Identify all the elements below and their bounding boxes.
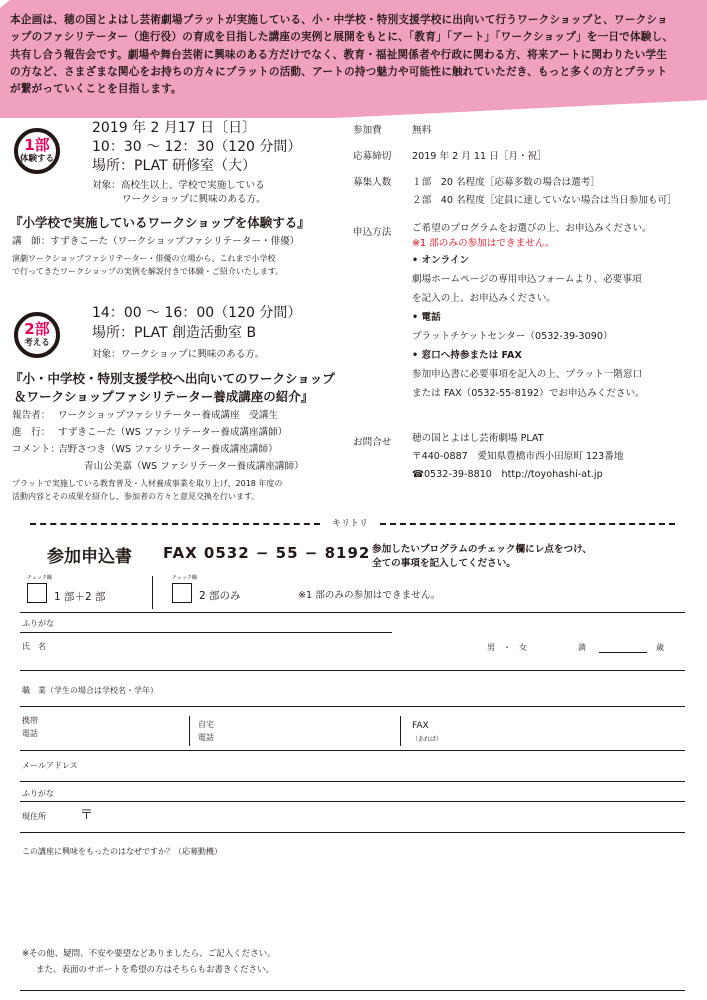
age-prefix: 満 <box>578 643 586 652</box>
apply-label: 申込方法 <box>353 227 392 238</box>
option-note: ※1 部のみの参加はできません。 <box>298 590 441 601</box>
rule-6 <box>20 801 685 802</box>
form-instruction-1: 参加したいプログラムのチェック欄にレ点をつけ、 <box>372 544 592 555</box>
mobile-label-2: 電話 <box>22 729 38 738</box>
part2-role-text-2: すずきこーた（WS ファシリテーター養成講座講師） <box>58 427 288 438</box>
deadline-value: 2019 年 2 月 11 日［月・祝］ <box>412 151 547 162</box>
intro-paragraph: 本企画は、穂の国とよはし芸術劇場プラットが実施している、小・中学校・特別支援学校に出向いて行うワークショップと、ワークショップのファシリテーター（進行役）の育成を目指した講座の実例と展開をもとに、「教育」「アート」「ワークショップ」を一日で体験し、共有し合う報告会です。劇場や舞台芸術に興味のある方だけでなく、教育・福祉関係者や行政に関わる方、将来アートに関わりたい学生の方など、さまざまな関心をお持ちの方々にプラットの活動、アートの持つ魅力や可能性に触れていただき、もっと多くの方とプラットが繋がっていくことを目指します。 <box>10 14 674 96</box>
contact-line1: 穂の国とよはし芸術劇場 PLAT <box>412 433 544 444</box>
apply-warning: ※1 部のみの参加はできません。 <box>412 238 555 249</box>
job-label: 職 業（学生の場合は学校名・学年） <box>22 686 158 695</box>
rule-4 <box>20 750 685 751</box>
gender-field[interactable]: 男 ・ 女 <box>487 643 527 652</box>
phone-divider-1 <box>189 716 190 746</box>
phone-line1: プラットチケットセンター（0532-39-3090） <box>412 331 613 342</box>
address-label: 現住所 <box>22 812 46 821</box>
cut-dash-right <box>380 523 675 525</box>
counter-line2: または FAX（0532-55-8192）でお申込みください。 <box>412 388 645 399</box>
part2-time: 14：00 〜 16：00（120 分間） <box>92 305 302 321</box>
part2-place: 場所：PLAT 創造活動室 B <box>92 325 257 341</box>
part2-role-text-1: ワークショップファシリテーター養成講座 受講生 <box>58 410 279 421</box>
part1-target-line2: ワークショップに興味のある方。 <box>122 194 266 205</box>
mobile-label-1: 携帯 <box>22 716 38 725</box>
motive-label: この講座に興味をもったのはなぜですか？（応募動機） <box>22 847 222 856</box>
fee-value: 無料 <box>412 125 432 136</box>
cut-line <box>30 516 675 530</box>
online-line2: を記入の上、お申込みください。 <box>412 293 556 304</box>
part2-role-label-1: 報告者： <box>12 410 51 421</box>
option2-label: 2 部のみ <box>199 590 241 602</box>
note-line2: また、表面のサポートを希望の方はそちらもお書きください。 <box>36 965 275 975</box>
check-caption-1: チェック欄 <box>27 575 52 581</box>
part1-badge-number: 1部 <box>24 136 50 154</box>
part2-role-label-2: 進 行： <box>12 427 51 438</box>
motive-area[interactable] <box>22 862 685 934</box>
option1-label: 1 部＋2 部 <box>54 591 106 603</box>
contact-line2: 〒440-0887 愛知県豊橋市西小田原町 123番地 <box>412 451 624 462</box>
rule-1 <box>20 612 685 613</box>
postal-mark: 〒 <box>80 808 94 823</box>
counter-heading: • 窓口へ持参または FAX <box>412 350 522 361</box>
rule-furigana <box>20 632 392 633</box>
part1-place: 場所：PLAT 研修室（大） <box>92 158 257 174</box>
part2-role-label-3: コメント： <box>12 444 60 455</box>
age-blank[interactable] <box>599 652 647 653</box>
part1-desc-line2: で行ってきたワークショップの実例を解説付きで体験・ご紹介いたします。 <box>12 267 284 276</box>
capacity-line1: １部 20 名程度［応募多数の場合は選考］ <box>412 177 600 188</box>
part2-title-line2: ＆ワークショップファシリテーター養成講座の紹介』 <box>14 389 314 404</box>
capacity-label: 募集人数 <box>353 177 392 188</box>
cut-line-label: キリトリ <box>328 516 372 529</box>
rule-3 <box>20 706 685 707</box>
part2-desc-line1: プラットで実施している教育普及・人材養成事業を取り上げ、2018 年度の <box>12 479 283 488</box>
part2-role-text-3: 吉野さつき（WS ファシリテーター養成講座講師） <box>58 444 278 455</box>
form-instruction-2: 全ての事項を記入してください。 <box>372 558 516 569</box>
rule-7 <box>20 832 685 833</box>
rule-5 <box>20 781 685 782</box>
part1-desc-line1: 演劇ワークショップファシリテーター・俳優の立場から、これまで小学校 <box>12 254 276 263</box>
part2-desc-line2: 活動内容とその成果を紹介し、参加者の方々と意見交換を行います。 <box>12 492 260 501</box>
part2-badge-number: 2部 <box>24 320 50 338</box>
furigana2-label: ふりがな <box>22 789 54 798</box>
online-line1: 劇場ホームページの専用申込フォームより、必要事項 <box>412 274 642 285</box>
note-line1: ※その他、疑問、不安や要望などありましたら、ご記入ください。 <box>22 949 276 959</box>
part1-lecturer: 講 師：すずきこーた（ワークショップファシリテーター・俳優） <box>12 236 300 247</box>
option-divider <box>152 576 153 609</box>
fax-label: FAX <box>412 721 429 731</box>
form-fax-number: FAX 0532 − 55 − 8192 <box>163 544 371 562</box>
counter-line1: 参加申込書に必要事項を記入の上、プラット一階窓口 <box>412 369 643 380</box>
part1-title: 『小学校で実施しているワークショップを体験する』 <box>10 215 310 230</box>
apply-line1: ご希望のプログラムをお選びの上、お申込みください。 <box>412 223 652 234</box>
form-title: 参加申込書 <box>47 547 132 567</box>
contact-line3: ☎0532-39-8810 http://toyohashi-at.jp <box>412 469 603 480</box>
option1-checkbox[interactable] <box>27 583 47 603</box>
part2-badge <box>14 312 60 358</box>
home-label-1: 自宅 <box>198 720 214 729</box>
part2-target: 対象：ワークショップに興味のある方。 <box>92 349 265 360</box>
online-heading: • オンライン <box>412 255 470 266</box>
home-label-2: 電話 <box>198 733 214 742</box>
age-suffix: 歳 <box>656 643 664 652</box>
cut-dash-left <box>30 523 320 525</box>
part1-badge-sub: 体験する <box>19 154 54 164</box>
part1-badge <box>14 128 60 174</box>
part2-badge-sub: 考える <box>24 338 50 348</box>
part2-title-line1: 『小・中学校・特別支援学校へ出向いてのワークショップ <box>10 371 335 386</box>
rule-bottom <box>20 990 685 991</box>
email-label: メールアドレス <box>22 761 78 770</box>
name-label: 氏 名 <box>22 642 46 651</box>
contact-label: お問合せ <box>353 437 392 448</box>
deadline-label: 応募締切 <box>353 151 392 162</box>
part2-role-text-4: 青山公美嘉（WS ファシリテーター養成講座講師） <box>84 461 304 472</box>
part1-time: 10：30 〜 12：30（120 分間） <box>92 139 302 155</box>
rule-2 <box>20 670 685 671</box>
part1-target-line1: 対象：高校生以上、学校で実施している <box>92 180 265 191</box>
furigana-label: ふりがな <box>22 619 54 628</box>
note-area[interactable] <box>22 978 685 996</box>
option2-checkbox[interactable] <box>172 583 192 603</box>
fee-label: 参加費 <box>353 125 382 136</box>
phone-divider-2 <box>400 716 401 746</box>
capacity-line2: ２部 40 名程度［定員に達していない場合は当日参加も可］ <box>412 195 677 206</box>
part1-date: 2019 年 2 月17 日〔日〕 <box>92 120 257 136</box>
check-caption-2: チェック欄 <box>172 575 197 581</box>
fax-sub: （あれば） <box>412 736 443 743</box>
phone-heading: • 電話 <box>412 312 441 323</box>
